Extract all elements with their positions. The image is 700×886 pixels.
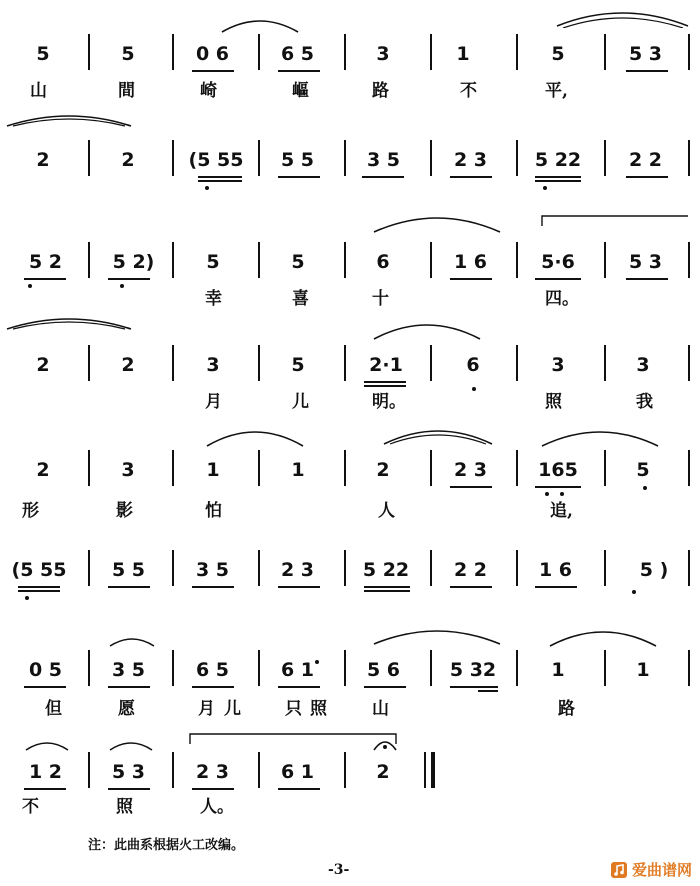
- note-cell: (5 55: [11, 559, 67, 581]
- barline: [344, 34, 346, 70]
- barline: [430, 450, 432, 486]
- lyric-char: 間: [118, 81, 135, 101]
- barline: [516, 345, 518, 381]
- note-cell: 2: [36, 149, 50, 171]
- note-cell: 5: [36, 43, 50, 65]
- score-row-8: [0, 732, 700, 822]
- slur-arc: [24, 738, 70, 752]
- slur-arc: [205, 424, 305, 448]
- lyric-char: 嶇: [292, 81, 309, 101]
- octave-dot: [120, 284, 124, 288]
- barline: [604, 140, 606, 176]
- underline-mark: [108, 586, 150, 588]
- barline: [88, 752, 90, 788]
- underline-mark: [278, 176, 320, 178]
- note-cell: 5: [551, 43, 565, 65]
- underline-mark: [450, 278, 492, 280]
- barline: [688, 450, 690, 486]
- barline: [688, 550, 690, 586]
- barline: [172, 550, 174, 586]
- barline: [604, 650, 606, 686]
- barline: [344, 242, 346, 278]
- note-cell: 1: [291, 459, 305, 481]
- lyric-char: 路: [558, 699, 575, 719]
- octave-dot: [632, 590, 636, 594]
- underline-mark: [192, 70, 234, 72]
- barline: [688, 34, 690, 70]
- note-cell: 2: [36, 459, 50, 481]
- score-row-1: [0, 14, 700, 104]
- lyric-char: 愿: [118, 699, 135, 719]
- measure-cells: [18, 656, 690, 686]
- lyric-char: 不: [460, 81, 477, 101]
- note-cell: 1: [636, 659, 650, 681]
- note-cell: 2: [376, 761, 390, 783]
- measure-cells: [18, 248, 690, 278]
- lyric-char: 照: [310, 699, 327, 719]
- measure-cells: [11, 556, 690, 586]
- barline: [258, 242, 260, 278]
- note-cell: 3: [376, 43, 390, 65]
- barline: [344, 345, 346, 381]
- note-cell: 0 5: [28, 659, 63, 681]
- note-cell: 3: [551, 354, 565, 376]
- note-cell: 5: [206, 251, 220, 273]
- note-cell: 1 6: [538, 559, 573, 581]
- barline: [88, 34, 90, 70]
- underline-mark: [535, 180, 581, 182]
- final-barline-thin: [424, 752, 426, 788]
- barline: [516, 34, 518, 70]
- note-cell: 5 3: [628, 43, 663, 65]
- page-number: -3-: [328, 862, 350, 878]
- note-cell: (5 55: [188, 149, 244, 171]
- note-cell: 5: [636, 459, 650, 481]
- lyric-char: 我: [636, 392, 653, 412]
- lyric-char: 不: [22, 797, 39, 817]
- note-cell: 5 2: [28, 251, 63, 273]
- barline: [344, 650, 346, 686]
- note-cell: 3 5: [111, 659, 146, 681]
- barline: [430, 550, 432, 586]
- barline: [258, 140, 260, 176]
- lyric-char: 平,: [545, 81, 568, 101]
- note-cell: 2 3: [195, 761, 230, 783]
- underline-mark: [198, 180, 242, 182]
- underline-mark: [192, 788, 234, 790]
- underline-mark: [108, 686, 150, 688]
- note-cell: 6 1: [280, 761, 315, 783]
- lyric-char: 追,: [550, 501, 573, 521]
- measure-cells: [18, 146, 690, 176]
- fermata-icon: [372, 736, 398, 752]
- note-cell: 5 3: [111, 761, 146, 783]
- tie-bracket: [188, 730, 398, 746]
- score-row-4: [0, 325, 700, 415]
- octave-dot: [643, 486, 647, 490]
- note-cell: 5 5: [111, 559, 146, 581]
- underline-mark: [18, 590, 60, 592]
- barline: [430, 140, 432, 176]
- underline-mark: [535, 176, 581, 178]
- barline: [172, 345, 174, 381]
- barline: [172, 140, 174, 176]
- underline-mark: [626, 278, 668, 280]
- music-note-icon: [610, 861, 628, 879]
- slur-arc: [108, 634, 156, 648]
- barline: [172, 242, 174, 278]
- note-cell: 1: [206, 459, 220, 481]
- barline: [88, 140, 90, 176]
- underline-mark: [450, 486, 492, 488]
- site-watermark: [610, 859, 692, 880]
- score-row-6: [0, 530, 700, 620]
- underline-mark: [626, 70, 668, 72]
- octave-dot: [205, 186, 209, 190]
- lyric-char: 但: [45, 699, 62, 719]
- lyric-char: 崎: [200, 81, 217, 101]
- note-cell: 3 5: [366, 149, 401, 171]
- note-cell: 1 6: [453, 251, 488, 273]
- slur-arc: [108, 738, 154, 752]
- underline-mark: [278, 788, 320, 790]
- barline: [172, 650, 174, 686]
- lyric-char: 怕: [205, 501, 222, 521]
- note-cell: 5 5: [280, 149, 315, 171]
- slur-arc: [540, 204, 690, 228]
- octave-dot: [315, 660, 319, 664]
- underline-mark: [24, 278, 66, 280]
- note-cell: 2: [376, 459, 390, 481]
- barline: [604, 450, 606, 486]
- note-cell: 2 2: [628, 149, 663, 171]
- note-cell: 2 3: [453, 459, 488, 481]
- barline: [604, 242, 606, 278]
- lyric-char: 照: [116, 797, 133, 817]
- score-row-7: [0, 630, 700, 720]
- footnote: 注：此曲系根据火工改编。: [88, 838, 245, 853]
- underline-mark: [478, 690, 498, 692]
- barline: [258, 550, 260, 586]
- lyric-char: 月: [198, 699, 215, 719]
- barline: [516, 650, 518, 686]
- slur-arc: [382, 424, 494, 446]
- barline: [604, 345, 606, 381]
- underline-mark: [626, 176, 668, 178]
- measure-cells: [18, 351, 690, 381]
- slur-arc: [548, 624, 658, 648]
- underline-mark: [24, 788, 66, 790]
- barline: [430, 345, 432, 381]
- underline-mark: [535, 486, 581, 488]
- underline-mark: [278, 586, 320, 588]
- note-cell: 6 1: [280, 659, 315, 681]
- note-cell: 165: [538, 459, 578, 481]
- barline: [344, 550, 346, 586]
- barline: [688, 650, 690, 686]
- score-row-2: [0, 120, 700, 210]
- barline: [344, 450, 346, 486]
- barline: [258, 650, 260, 686]
- note-cell: 6 5: [195, 659, 230, 681]
- underline-mark: [192, 686, 234, 688]
- barline: [604, 34, 606, 70]
- barline: [88, 450, 90, 486]
- barline: [258, 450, 260, 486]
- barline: [258, 345, 260, 381]
- lyric-char: 儿: [292, 392, 309, 412]
- underline-mark: [362, 176, 404, 178]
- measure-cells: [18, 758, 690, 788]
- note-cell: 1: [551, 659, 565, 681]
- note-cell: 5 2): [112, 251, 155, 273]
- barline: [88, 550, 90, 586]
- slur-arc: [220, 14, 300, 34]
- barline: [258, 34, 260, 70]
- barline: [516, 450, 518, 486]
- underline-mark: [535, 278, 581, 280]
- note-cell: 2: [121, 354, 135, 376]
- note-cell: 0 6: [195, 43, 230, 65]
- barline: [172, 34, 174, 70]
- octave-dot: [543, 186, 547, 190]
- barline: [516, 550, 518, 586]
- octave-dot: [472, 387, 476, 391]
- note-cell: 1: [456, 43, 470, 65]
- lyric-char: 山: [30, 81, 47, 101]
- watermark-text: 爱曲谱网: [631, 861, 692, 879]
- note-cell: 5 6: [366, 659, 401, 681]
- underline-mark: [364, 381, 406, 383]
- underline-mark: [535, 586, 577, 588]
- note-cell: 3: [206, 354, 220, 376]
- underline-mark: [24, 686, 66, 688]
- barline: [688, 242, 690, 278]
- lyric-char: 人。: [200, 797, 234, 817]
- lyric-char: 明。: [372, 392, 406, 412]
- note-cell: 1 2: [28, 761, 63, 783]
- lyric-char: 幸: [205, 289, 222, 309]
- note-cell: 5 32: [449, 659, 497, 681]
- lyric-char: 月: [205, 392, 222, 412]
- score-row-5: [0, 430, 700, 520]
- note-cell: 5 22: [362, 559, 410, 581]
- lyric-char: 喜: [292, 289, 309, 309]
- barline: [430, 650, 432, 686]
- lyric-char: 儿: [224, 699, 241, 719]
- barline: [430, 242, 432, 278]
- measure-cells: [18, 40, 690, 70]
- barline: [688, 140, 690, 176]
- octave-dot: [25, 596, 29, 600]
- note-cell: 5: [121, 43, 135, 65]
- slur-arc: [372, 210, 502, 234]
- slur-arc: [555, 6, 690, 28]
- underline-mark: [450, 176, 492, 178]
- barline: [344, 140, 346, 176]
- note-cell: 5 22: [534, 149, 582, 171]
- note-cell: 2 3: [280, 559, 315, 581]
- note-cell: 5 ): [639, 559, 669, 581]
- lyric-char: 四。: [545, 289, 579, 309]
- note-cell: 5 3: [628, 251, 663, 273]
- note-cell: 5: [291, 354, 305, 376]
- lyric-char: 十: [372, 289, 389, 309]
- barline: [258, 752, 260, 788]
- underline-mark: [364, 686, 406, 688]
- measure-cells: [18, 456, 690, 486]
- barline: [604, 550, 606, 586]
- note-cell: 2·1: [369, 354, 403, 376]
- underline-mark: [364, 590, 410, 592]
- lyric-char: 影: [116, 501, 133, 521]
- lyric-char: 只: [285, 699, 302, 719]
- barline: [516, 242, 518, 278]
- barline: [516, 140, 518, 176]
- score-row-3: [0, 222, 700, 312]
- barline: [88, 345, 90, 381]
- underline-mark: [450, 586, 492, 588]
- note-cell: 2: [36, 354, 50, 376]
- lyric-char: 照: [545, 392, 562, 412]
- lyric-char: 路: [372, 81, 389, 101]
- underline-mark: [18, 586, 60, 588]
- slur-arc: [540, 424, 660, 448]
- slur-arc: [372, 317, 482, 341]
- lyric-char: 形: [22, 501, 39, 521]
- octave-dot: [545, 492, 549, 496]
- slur-arc: [5, 311, 133, 331]
- barline: [172, 752, 174, 788]
- barline: [88, 650, 90, 686]
- underline-mark: [108, 278, 150, 280]
- underline-mark: [364, 586, 410, 588]
- note-cell: 2 3: [453, 149, 488, 171]
- note-cell: 2: [121, 149, 135, 171]
- lyric-char: 人: [378, 501, 395, 521]
- note-cell: 6: [376, 251, 390, 273]
- note-cell: 6 5: [280, 43, 315, 65]
- slur-arc: [372, 624, 502, 646]
- note-cell: 6: [466, 354, 480, 376]
- note-cell: 3: [121, 459, 135, 481]
- underline-mark: [192, 586, 234, 588]
- underline-mark: [278, 686, 320, 688]
- note-cell: 2 2: [453, 559, 488, 581]
- final-barline-thick: [431, 752, 435, 788]
- slur-arc: [5, 108, 133, 128]
- note-cell: 3: [636, 354, 650, 376]
- barline: [344, 752, 346, 788]
- barline: [88, 242, 90, 278]
- underline-mark: [198, 176, 242, 178]
- note-cell: 5·6: [541, 251, 575, 273]
- note-cell: 5: [291, 251, 305, 273]
- note-cell: 3 5: [195, 559, 230, 581]
- barline: [430, 34, 432, 70]
- underline-mark: [450, 686, 498, 688]
- octave-dot: [28, 284, 32, 288]
- barline: [688, 345, 690, 381]
- lyric-char: 山: [372, 699, 389, 719]
- underline-mark: [108, 788, 150, 790]
- underline-mark: [278, 70, 320, 72]
- barline: [172, 450, 174, 486]
